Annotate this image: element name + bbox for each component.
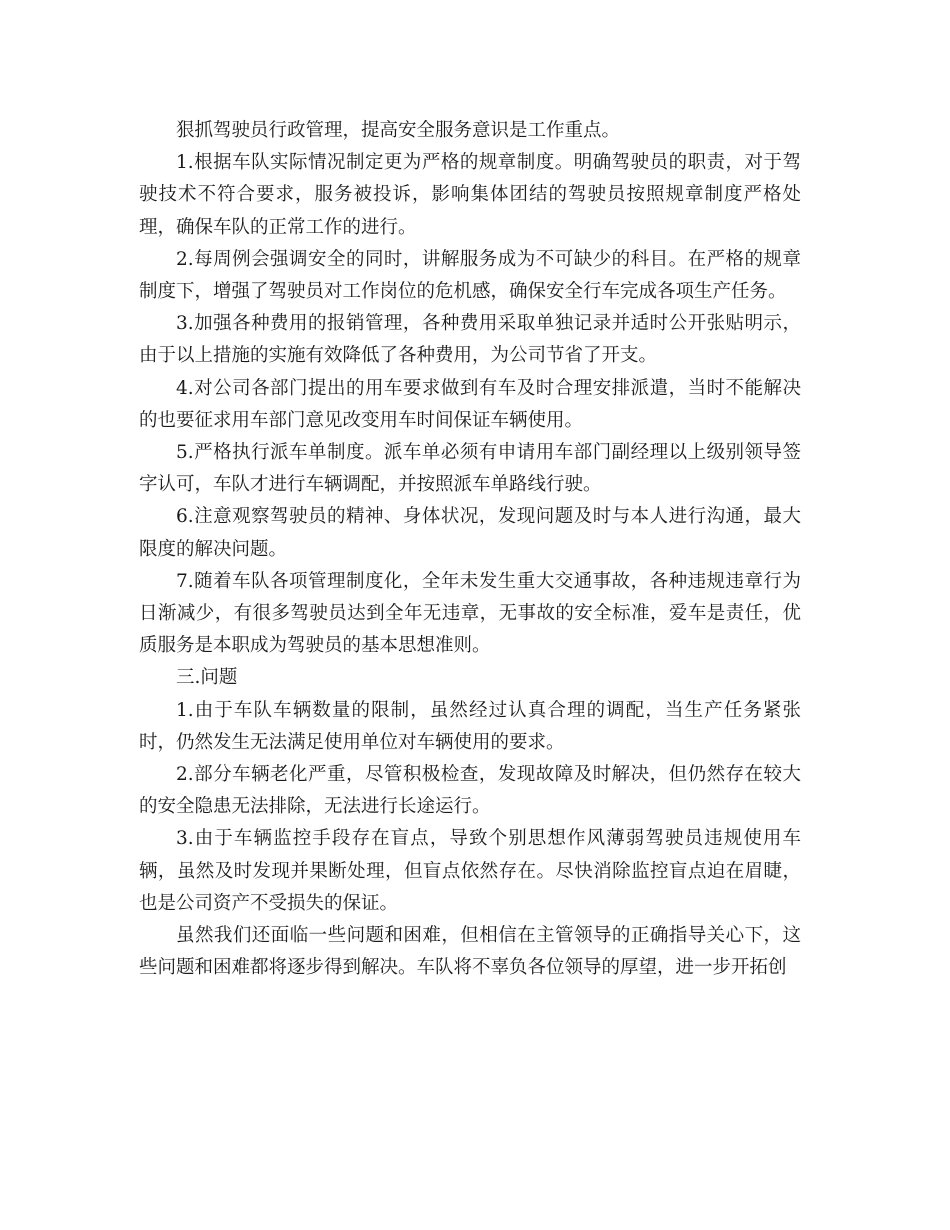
problem-item-2: 2.部分车辆老化严重，尽管积极检查，发现故障及时解决，但仍然存在较大的安全隐患无法排除，无法进行长途运行。: [139, 764, 801, 818]
paragraph-item-5: 5.严格执行派车单制度。派车单必须有申请用车部门副经理以上级别领导签字认可，车队才进行车辆调配，并按照派车单路线行驶。: [139, 442, 801, 496]
paragraph-item-6: 6.注意观察驾驶员的精神、身体状况，发现问题及时与本人进行沟通，最大限度的解决问题。: [139, 506, 801, 560]
section-heading-problems: 三.问题: [176, 667, 238, 689]
closing-paragraph: 虽然我们还面临一些问题和困难，但相信在主管领导的正确指导关心下，这些问题和困难都将逐步得到解决。车队将不辜负各位领导的厚望，进一步开拓创: [139, 925, 801, 979]
problem-item-1: 1.由于车队车辆数量的限制，虽然经过认真合理的调配，当生产任务紧张时，仍然发生无法满足使用单位对车辆使用的要求。: [139, 699, 801, 753]
paragraph-item-1: 1.根据车队实际情况制定更为严格的规章制度。明确驾驶员的职责，对于驾驶技术不符合要求，服务被投诉，影响集体团结的驾驶员按照规章制度严格处理，确保车队的正常工作的进行。: [139, 152, 801, 238]
problem-item-3: 3.由于车辆监控手段存在盲点，导致个别思想作风薄弱驾驶员违规使用车辆，虽然及时发现并果断处理，但盲点依然存在。尽快消除监控盲点迫在眉睫，也是公司资产不受损失的保证。: [139, 828, 801, 914]
document-body: [139, 115, 801, 984]
paragraph-item-7: 7.随着车队各项管理制度化，全年未发生重大交通事故，各种违规违章行为日渐减少，有很多驾驶员达到全年无违章，无事故的安全标准，爱车是责任，优质服务是本职成为驾驶员的基本思想准则。: [139, 570, 801, 657]
paragraph-item-2: 2.每周例会强调安全的同时，讲解服务成为不可缺少的科目。在严格的规章制度下，增强了驾驶员对工作岗位的危机感，确保安全行车完成各项生产任务。: [139, 248, 801, 303]
paragraph-item-4: 4.对公司各部门提出的用车要求做到有车及时合理安排派遣，当时不能解决的也要征求用车部门意见改变用车时间保证车辆使用。: [139, 377, 801, 431]
paragraph-item-3: 3.加强各种费用的报销管理，各种费用采取单独记录并适时公开张贴明示，由于以上措施的实施有效降低了各种费用，为公司节省了开支。: [139, 313, 801, 367]
intro-paragraph: 狠抓驾驶员行政管理，提高安全服务意识是工作重点。: [176, 120, 621, 141]
